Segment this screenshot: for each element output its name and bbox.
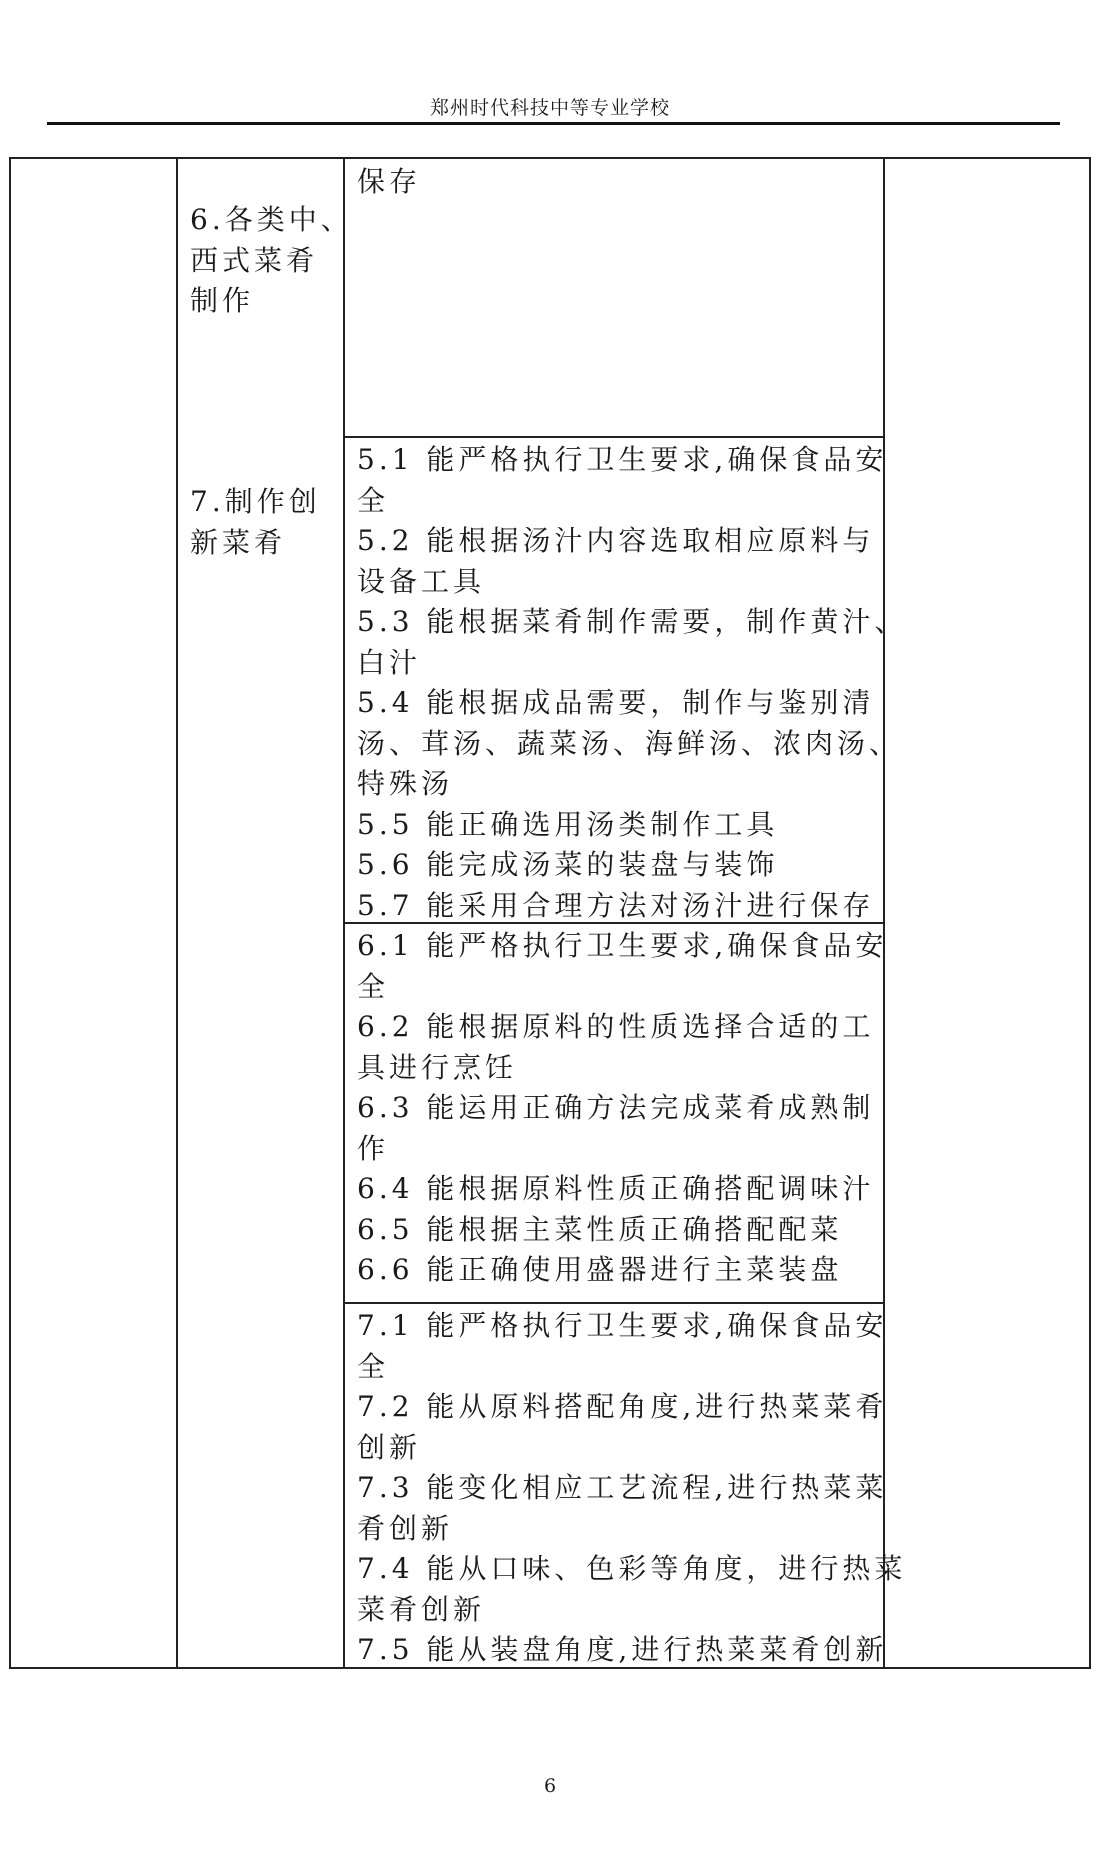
skill-block-soups (357, 440, 906, 926)
table-border-left (9, 157, 11, 1667)
skill-block-creative-dishes (357, 1306, 906, 1671)
task-line: 制作 (190, 284, 255, 317)
skill-line: 5.6 能完成汤菜的装盘与装饰 (357, 848, 779, 881)
table-border-right (1089, 157, 1091, 1667)
skill-line: 6.2 能根据原料的性质选择合适的工 (357, 1010, 875, 1043)
page-number: 6 (543, 1775, 557, 1797)
table-border-top (9, 157, 1091, 159)
skill-line: 6.1 能严格执行卫生要求,确保食品安 (357, 929, 888, 962)
skill-line: 具进行烹饪 (357, 1050, 518, 1084)
skill-line: 7.2 能从原料搭配角度,进行热菜菜肴 (357, 1390, 888, 1423)
skill-line: 菜肴创新 (357, 1592, 486, 1626)
skill-line: 6.4 能根据原料性质正确搭配调味汁 (357, 1172, 875, 1205)
skill-line: 7.3 能变化相应工艺流程,进行热菜菜 (357, 1471, 888, 1504)
skill-line: 肴创新 (357, 1511, 454, 1545)
task-line: 6.各类中、 (190, 203, 353, 236)
table-divider-col2 (343, 157, 345, 1667)
task-cell-creative-dishes (190, 482, 321, 563)
skill-line: 7.4 能从口味、色彩等角度，进行热菜 (357, 1552, 907, 1585)
skill-row-divider (343, 1302, 885, 1304)
task-line: 7.制作创 (190, 485, 321, 518)
header-divider (47, 122, 1060, 125)
task-line: 西式菜肴 (190, 243, 319, 277)
skill-line: 6.6 能正确使用盛器进行主菜装盘 (357, 1253, 843, 1286)
skill-line: 全 (357, 483, 390, 517)
skill-line: 5.7 能采用合理方法对汤汁进行保存 (357, 888, 875, 922)
skill-line: 设备工具 (357, 564, 486, 598)
skill-line: 6.3 能运用正确方法完成菜肴成熟制 (357, 1091, 875, 1124)
skill-row-divider (343, 436, 885, 438)
task-line: 新菜肴 (190, 525, 287, 559)
skill-line: 特殊汤 (357, 767, 454, 800)
skill-line: 5.3 能根据菜肴制作需要，制作黄汁、 (357, 605, 907, 638)
skill-line: 汤、茸汤、蔬菜汤、海鲜汤、浓肉汤、 (357, 726, 902, 760)
skill-line: 5.5 能正确选用汤类制作工具 (357, 807, 779, 841)
skill-line: 白汁 (357, 645, 422, 679)
skill-line: 5.4 能根据成品需要，制作与鉴别清 (357, 686, 875, 719)
skill-line: 5.2 能根据汤汁内容选取相应原料与 (357, 524, 875, 557)
skill-line: 创新 (357, 1430, 422, 1464)
skill-line: 保存 (357, 165, 422, 198)
skill-line: 7.1 能严格执行卫生要求,确保食品安 (357, 1309, 888, 1342)
skill-line: 全 (357, 1349, 390, 1383)
skill-block-continuation (357, 162, 421, 203)
skill-line: 7.5 能从装盘角度,进行热菜菜肴创新 (357, 1633, 888, 1666)
table-divider-col1 (176, 157, 178, 1667)
task-cell-western-dishes (190, 200, 353, 322)
skill-line: 6.5 能根据主菜性质正确搭配配菜 (357, 1212, 843, 1246)
skill-line: 作 (357, 1131, 390, 1165)
skill-block-main-dishes (357, 926, 887, 1291)
skill-line: 5.1 能严格执行卫生要求,确保食品安 (357, 443, 888, 476)
page-header-school-name: 郑州时代科技中等专业学校 (429, 97, 670, 119)
skill-line: 全 (357, 969, 390, 1003)
